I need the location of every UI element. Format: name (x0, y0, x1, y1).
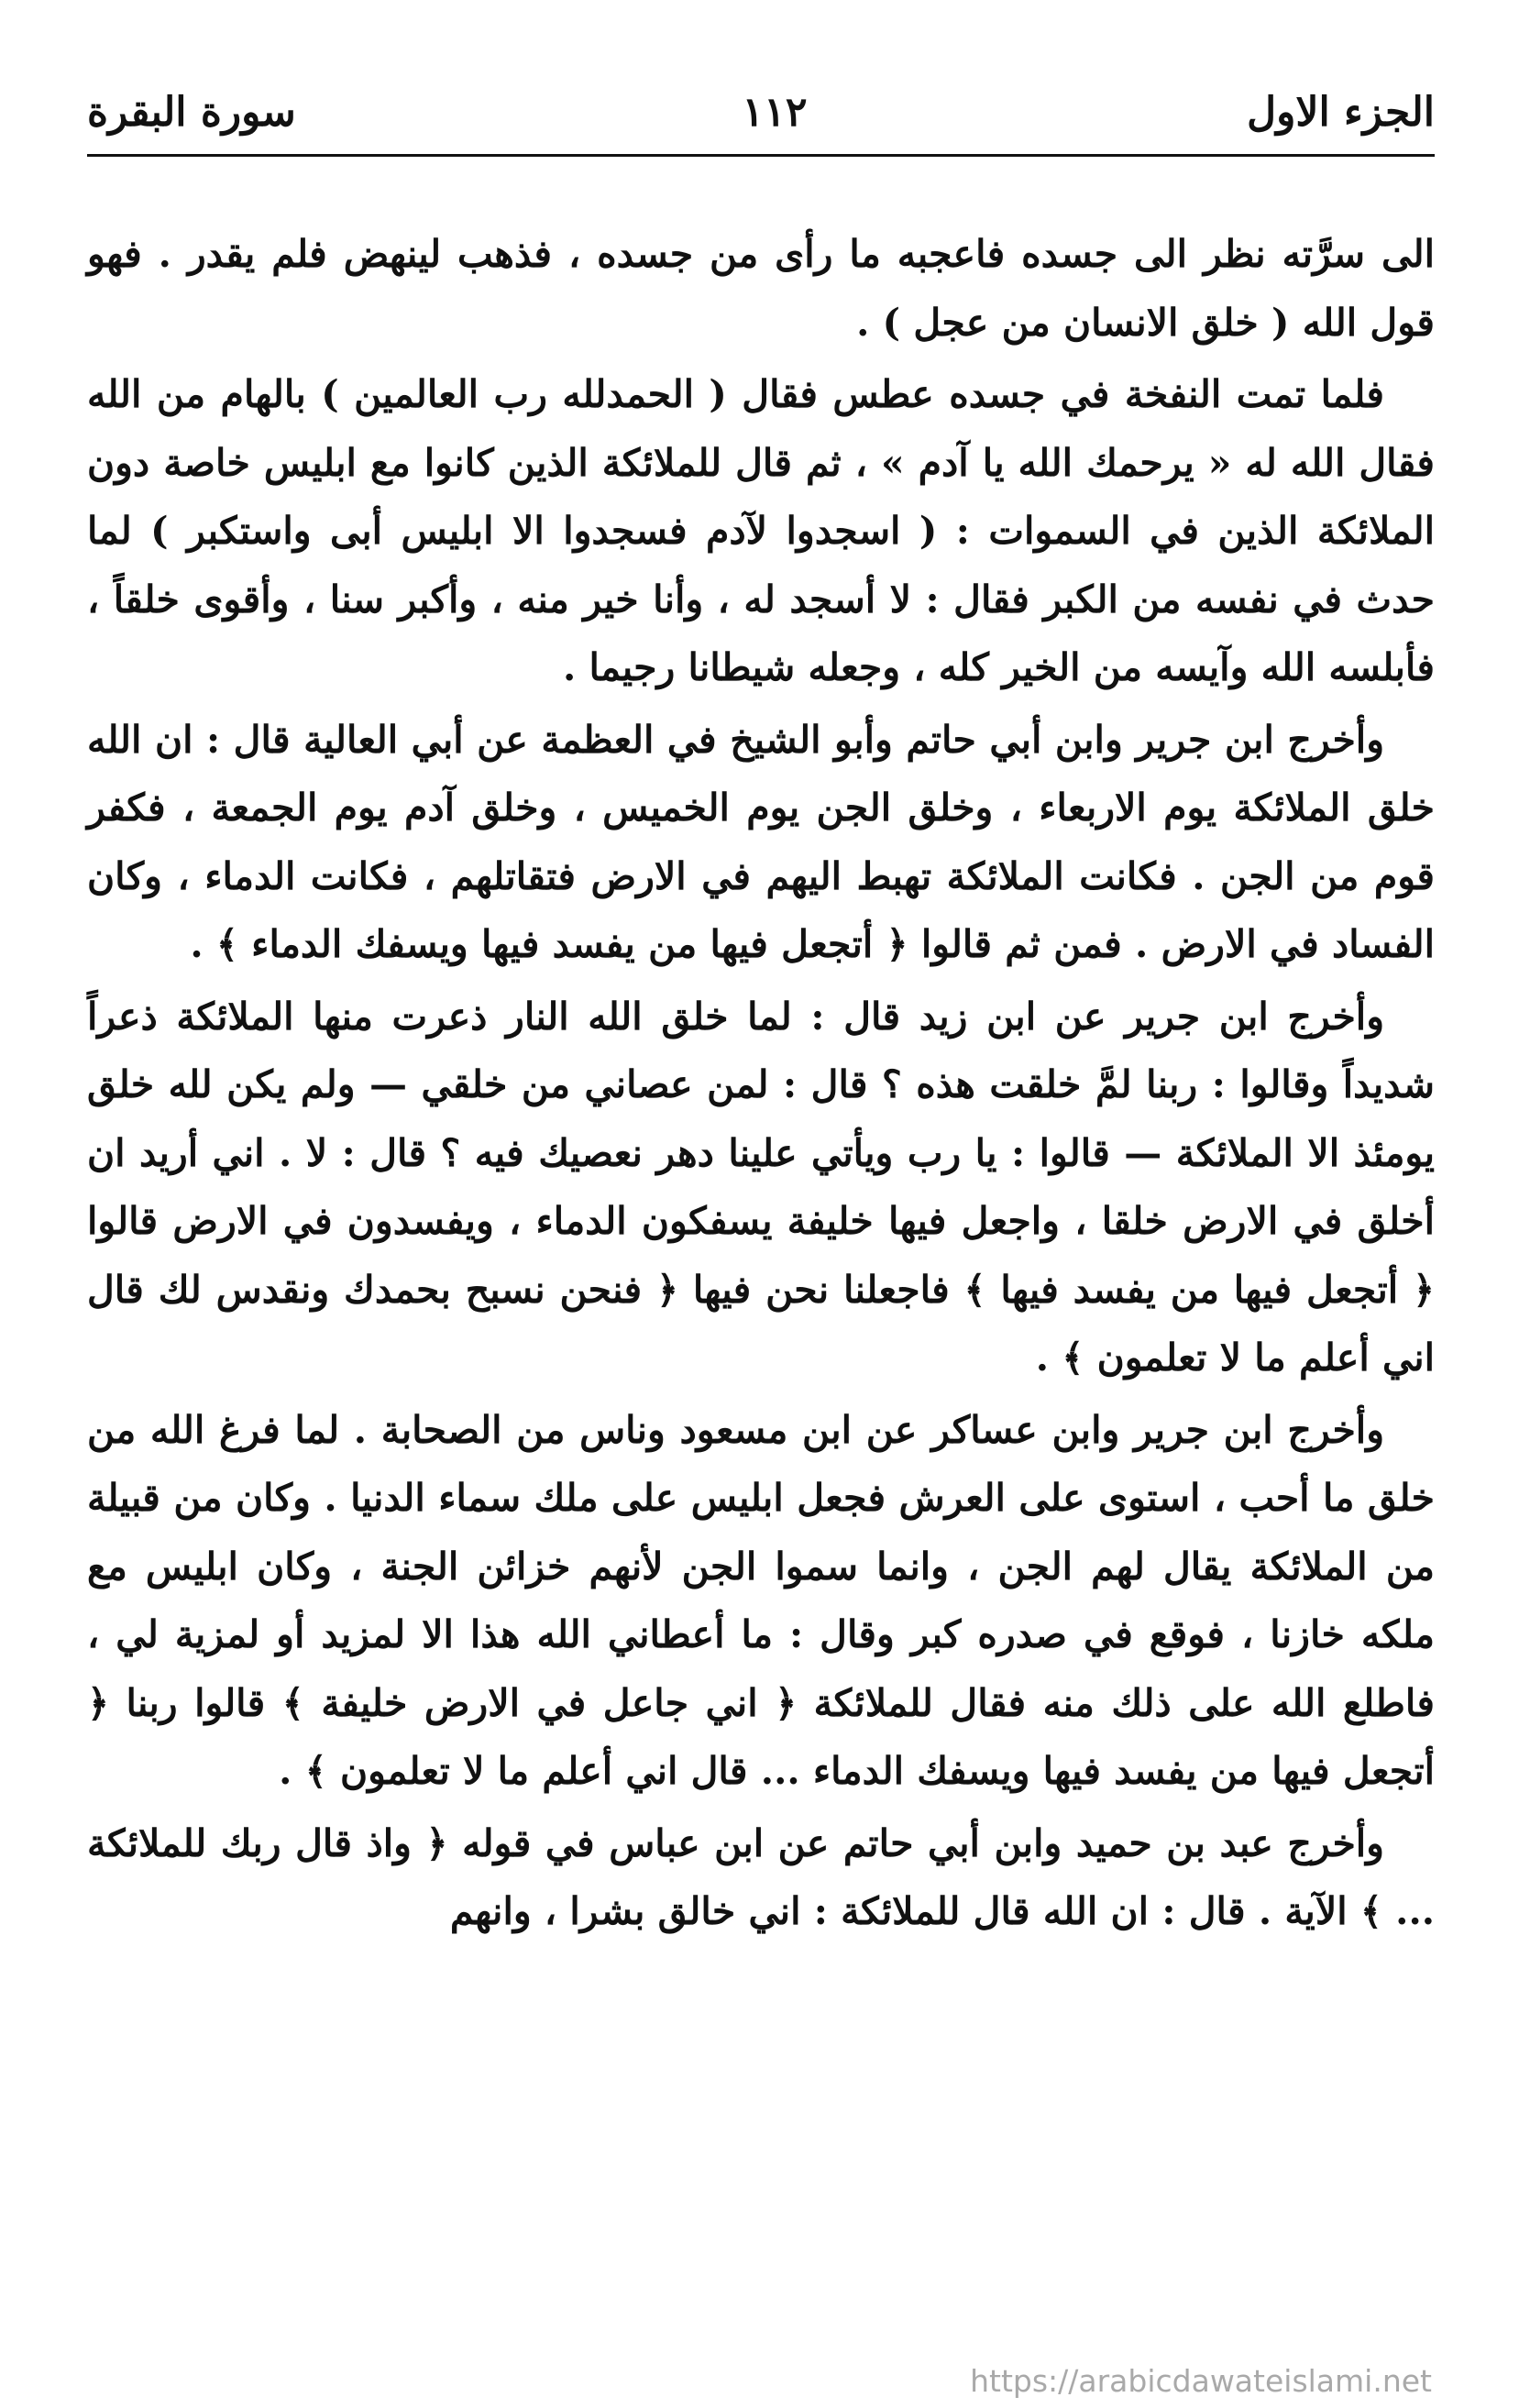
page-number: ١١٢ (742, 89, 808, 136)
page-header (87, 81, 1435, 145)
paragraph: فلما تمت النفخة في جسده عطس فقال ( الحمدلله رب العالمين ) بالهام من الله فقال الله له « يرحمك الله يا آدم » ، ثم قال للملائكة الذين كانوا مع ابليس خاصة دون الملائكة الذين في السموات : ( اسجدوا لآدم فسجدوا الا ابليس أبى واستكبر ) لما حدث في نفسه من الكبر فقال : لا أسجد له ، وأنا خير منه ، وأكبر سنا ، وأقوى خلقاً ، فأبلسه الله وآيسه من الخير كله ، وجعله شيطانا رجيما . (87, 372, 1435, 689)
volume-label: الجزء الاول (1247, 89, 1435, 136)
paragraph: وأخرج ابن جرير عن ابن زيد قال : لما خلق الله النار ذعرت منها الملائكة ذعراً شديداً وقالوا : ربنا لمَّ خلقت هذه ؟ قال : لمن عصاني من خلقي — ولم يكن لله خلق يومئذ الا الملائكة — قالوا : يا رب ويأتي علينا دهر نعصيك فيه ؟ قال : لا . اني أريد ان أخلق في الارض خلقا ، واجعل فيها خليفة يسفكون الدماء ، ويفسدون في الارض قالوا ﴿ أتجعل فيها من يفسد فيها ﴾ فاجعلنا نحن فيها ﴿ فنحن نسبح بحمدك ونقدس لك قال اني أعلم ما لا تعلمون ﴾ . (87, 994, 1435, 1380)
paragraph: وأخرج عبد بن حميد وابن أبي حاتم عن ابن عباس في قوله ﴿ واذ قال ربك للملائكة ... ﴾ الآية . قال : ان الله قال للملائكة : اني خالق بشرا ، وانهم (87, 1820, 1435, 1933)
source-watermark: https://arabicdawateislami.net (970, 2363, 1432, 2399)
paragraph: وأخرج ابن جرير وابن أبي حاتم وأبو الشيخ في العظمة عن أبي العالية قال : ان الله خلق الملائكة يوم الاربعاء ، وخلق الجن يوم الخميس ، وخلق آدم يوم الجمعة ، فكفر قوم من الجن . فكانت الملائكة تهبط اليهم في الارض فتقاتلهم ، فكانت الدماء ، وكان الفساد في الارض . فمن ثم قالوا ﴿ أتجعل فيها من يفسد فيها ويسفك الدماء ﴾ . (87, 717, 1435, 966)
paragraph: وأخرج ابن جرير وابن عساكر عن ابن مسعود وناس من الصحابة . لما فرغ الله من خلق ما أحب ، استوى على العرش فجعل ابليس على ملك سماء الدنيا . وكان من قبيلة من الملائكة يقال لهم الجن ، وانما سموا الجن لأنهم خزائن الجنة ، وكان ابليس مع ملكه خازنا ، فوقع في صدره كبر وقال : ما أعطاني الله هذا الا لمزيد أو لمزية لي ، فاطلع الله على ذلك منه فقال للملائكة ﴿ اني جاعل في الارض خليفة ﴾ قالوا ربنا ﴿ أتجعل فيها من يفسد فيها ويسفك الدماء ... قال اني أعلم ما لا تعلمون ﴾ . (87, 1407, 1435, 1793)
surah-label: سورة البقرة (87, 89, 296, 136)
paragraph: الى سرَّته نظر الى جسده فاعجبه ما رأى من جسده ، فذهب لينهض فلم يقدر . فهو قول الله ( خلق الانسان من عجل ) . (87, 232, 1435, 345)
header-divider (87, 154, 1435, 157)
page-body (87, 220, 1435, 1950)
